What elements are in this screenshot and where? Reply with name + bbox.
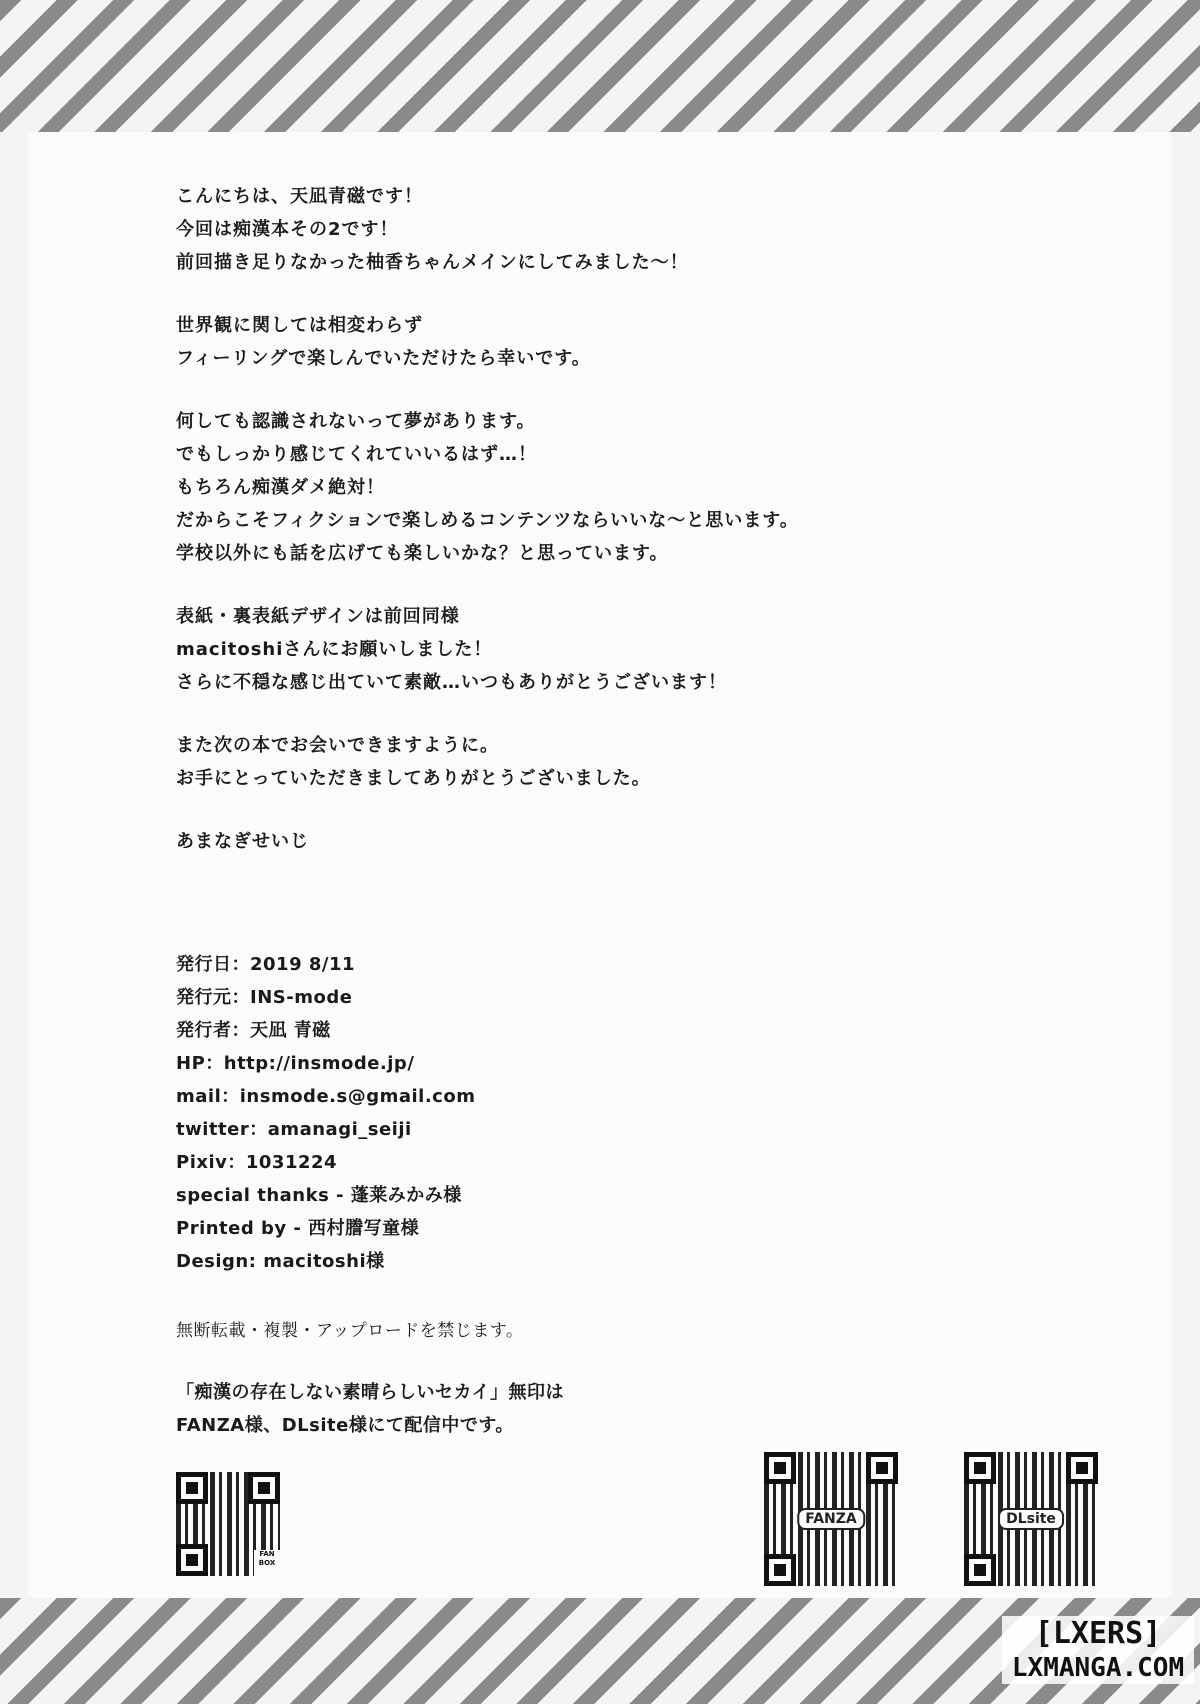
text-line: FANZA様、DLsite様にて配信中です。 [176, 1415, 514, 1436]
publish-date: 発行日：2019 8/11 [176, 954, 356, 975]
qr-finder [176, 1472, 208, 1504]
watermark-line2: LXMANGA.COM [1011, 1653, 1185, 1683]
homepage: HP：http://insmode.jp/ [176, 1053, 415, 1074]
colophon [176, 948, 475, 1278]
qr-finder [764, 1554, 796, 1586]
publisher: 発行元：INS-mode [176, 987, 353, 1008]
mail: mail：insmode.s@gmail.com [176, 1086, 476, 1107]
text-line: だからこそフィクションで楽しめるコンテンツならいいな～と思います。 [176, 510, 799, 531]
qr-finder [866, 1452, 898, 1484]
text-line: フィーリングで楽しんでいただけたら幸いです。 [176, 348, 591, 369]
paragraph-greeting [176, 180, 1076, 279]
printer: Printed by - 西村謄写童様 [176, 1218, 420, 1239]
text-line: こんにちは、天凪青磁です！ [176, 186, 423, 207]
watermark-line1: [LXERS] [1034, 1616, 1162, 1651]
paragraph-design-credit [176, 600, 1076, 699]
fanza-label: FANZA [797, 1508, 865, 1530]
text-line: 表紙・裏表紙デザインは前回同様 [176, 606, 460, 627]
qr-finder [764, 1452, 796, 1484]
text-line: もちろん痴漢ダメ絶対！ [176, 477, 385, 498]
author-signature: あまなぎせいじ [176, 831, 309, 852]
text-line: お手にとっていただきましてありがとうございました。 [176, 768, 651, 789]
special-thanks: special thanks - 蓬莱みかみ様 [176, 1185, 462, 1206]
text-line: でもしっかり感じてくれていいるはず…！ [176, 444, 537, 465]
fanbox-tag-line1: FAN [259, 1550, 275, 1558]
dlsite-qr-code [964, 1452, 1098, 1586]
copyright-notice: 無断転載・複製・アップロードを禁じます。 [176, 1321, 524, 1341]
paragraph-worldview [176, 309, 1076, 375]
dlsite-label: DLsite [998, 1508, 1064, 1530]
fanbox-logo [254, 1550, 280, 1576]
text-line: 「痴漢の存在しない素晴らしいセカイ」無印は [176, 1382, 564, 1403]
qr-finder [964, 1452, 996, 1484]
qr-finder [248, 1472, 280, 1504]
distribution-info [176, 1376, 564, 1442]
top-stripe-border [0, 0, 1200, 132]
twitter: twitter：amanagi_seiji [176, 1119, 412, 1140]
fanbox-qr-code [176, 1472, 280, 1576]
paragraph-fiction [176, 405, 1076, 570]
text-line: 世界観に関しては相変わらず [176, 315, 423, 336]
afterword-message [176, 180, 1076, 888]
issuer: 発行者：天凪 青磁 [176, 1020, 331, 1041]
pixiv: Pixiv：1031224 [176, 1152, 338, 1173]
signature [176, 825, 1076, 858]
text-line: また次の本でお会いできますように。 [176, 735, 499, 756]
qr-finder [176, 1544, 208, 1576]
text-line: 学校以外にも話を広げても楽しいかな？と思っています。 [176, 543, 669, 564]
text-line: 今回は痴漢本その2です！ [176, 219, 399, 240]
text-line: 何しても認識されないって夢があります。 [176, 411, 536, 432]
text-line: 前回描き足りなかった柚香ちゃんメインにしてみました～！ [176, 252, 689, 273]
text-line: macitoshiさんにお願いしました！ [176, 639, 493, 660]
fanza-qr-code [764, 1452, 898, 1586]
fanbox-tag-line2: BOX [258, 1559, 276, 1567]
qr-finder [964, 1554, 996, 1586]
qr-finder [1066, 1452, 1098, 1484]
paragraph-closing [176, 729, 1076, 795]
site-watermark [1002, 1616, 1194, 1684]
design-credit: Design: macitoshi様 [176, 1251, 385, 1272]
text-line: さらに不穏な感じ出ていて素敵…いつもありがとうございます！ [176, 672, 727, 693]
